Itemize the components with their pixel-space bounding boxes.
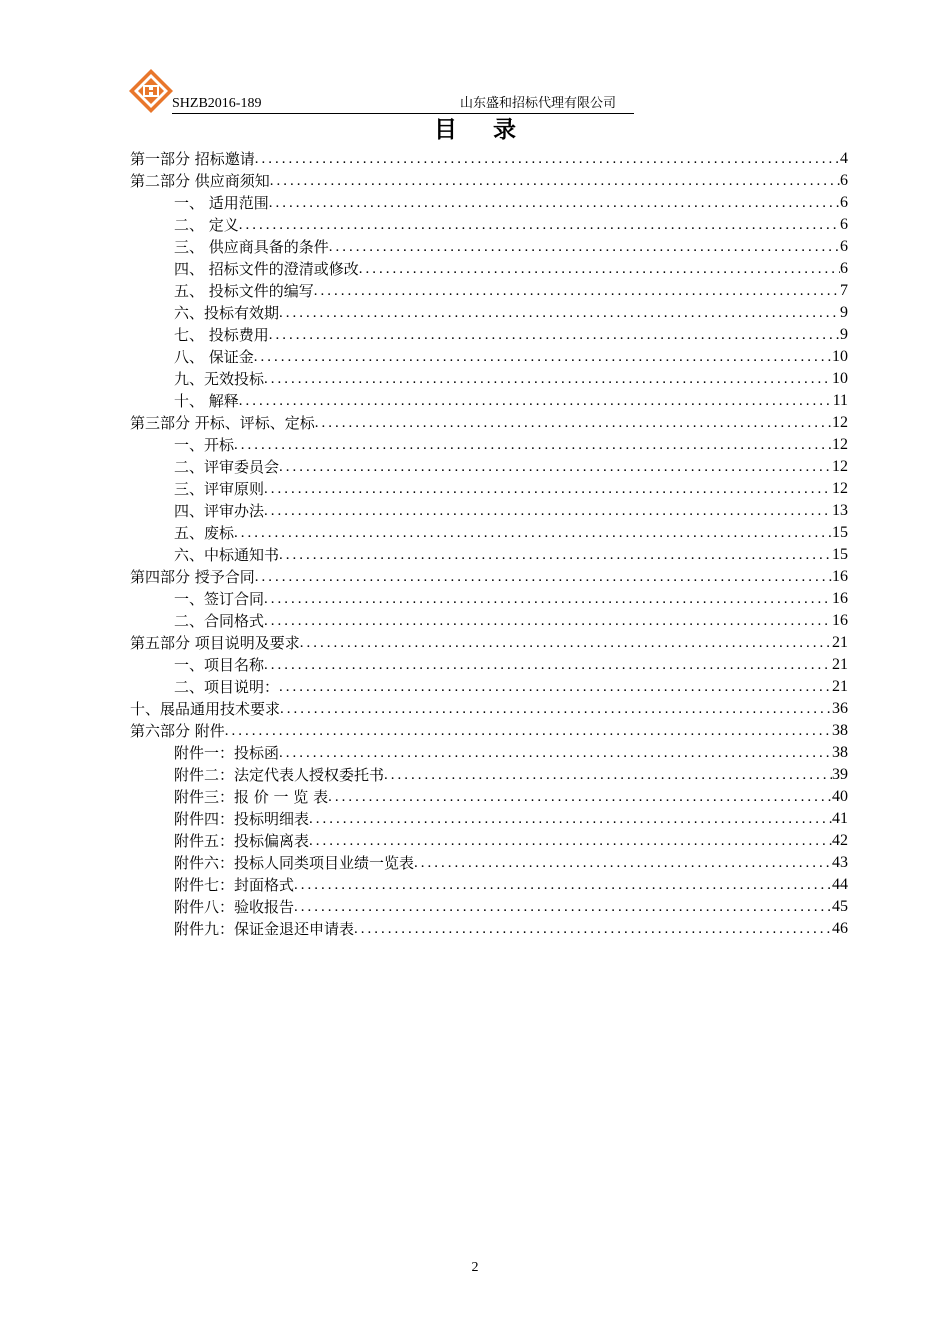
toc-entry-page: 15: [832, 524, 848, 541]
toc-dot-leader: [239, 390, 833, 412]
document-code: SHZB2016-189: [172, 96, 262, 111]
toc-entry[interactable]: [130, 346, 848, 368]
toc-entry-page: 6: [840, 172, 848, 189]
toc-entry[interactable]: [130, 478, 848, 500]
toc-entry-page: 6: [840, 238, 848, 255]
toc-entry-label: 二、评审委员会: [174, 458, 280, 476]
toc-entry-page: 7: [840, 282, 848, 299]
toc-entry-label: 六、中标通知书: [174, 546, 280, 564]
toc-entry-page: 40: [832, 788, 848, 805]
toc-entry[interactable]: [130, 236, 848, 258]
toc-entry-label: 九、无效投标: [174, 370, 265, 388]
toc-dot-leader: [315, 412, 832, 434]
toc-entry-label: 附件七：封面格式: [174, 876, 295, 894]
toc-entry-page: 42: [832, 832, 848, 849]
toc-entry-label: 附件一：投标函: [174, 744, 280, 762]
toc-entry[interactable]: [130, 566, 848, 588]
toc-entry-label: 附件二：法定代表人授权委托书: [174, 766, 385, 784]
toc-entry[interactable]: [130, 368, 848, 390]
toc-entry-page: 41: [832, 810, 848, 827]
toc-entry-page: 15: [832, 546, 848, 563]
toc-entry[interactable]: [130, 830, 848, 852]
toc-entry[interactable]: [130, 324, 848, 346]
toc-entry-page: 21: [832, 634, 848, 651]
toc-dot-leader: [359, 258, 840, 280]
toc-dot-leader: [300, 632, 832, 654]
toc-entry-label: 一、签订合同: [174, 590, 265, 608]
toc-entry[interactable]: [130, 522, 848, 544]
toc-entry[interactable]: [130, 698, 848, 720]
toc-dot-leader: [254, 346, 832, 368]
toc-entry-page: 9: [840, 326, 848, 343]
toc-entry-page: 9: [840, 304, 848, 321]
toc-entry[interactable]: [130, 148, 848, 170]
toc-entry-label: 二、 定义: [174, 216, 239, 234]
toc-dot-leader: [384, 764, 832, 786]
company-name: 山东盛和招标代理有限公司: [460, 96, 617, 111]
toc-entry-page: 12: [832, 414, 848, 431]
toc-dot-leader: [269, 324, 840, 346]
toc-entry[interactable]: [130, 764, 848, 786]
toc-entry-page: 44: [832, 876, 848, 893]
toc-entry[interactable]: [130, 654, 848, 676]
toc-entry[interactable]: [130, 544, 848, 566]
toc-entry-label: 一、开标: [174, 436, 235, 454]
toc-dot-leader: [264, 500, 832, 522]
toc-entry-page: 45: [832, 898, 848, 915]
toc-entry-label: 五、 投标文件的编写: [174, 282, 314, 300]
toc-entry[interactable]: [130, 720, 848, 742]
toc-entry[interactable]: [130, 808, 848, 830]
toc-dot-leader: [255, 566, 832, 588]
toc-entry-label: 二、合同格式: [174, 612, 265, 630]
toc-dot-leader: [234, 522, 832, 544]
toc-entry-page: 46: [832, 920, 848, 937]
toc-entry-page: 10: [832, 370, 848, 387]
toc-entry-page: 10: [832, 348, 848, 365]
toc-entry-label: 第四部分 授予合同: [130, 568, 255, 586]
toc-entry-label: 附件五：投标偏离表: [174, 832, 310, 850]
toc-entry-label: 二、项目说明：: [174, 678, 280, 696]
toc-dot-leader: [294, 896, 832, 918]
toc-entry[interactable]: [130, 742, 848, 764]
toc-dot-leader: [279, 456, 832, 478]
toc-entry[interactable]: [130, 852, 848, 874]
toc-dot-leader: [354, 918, 832, 940]
toc-entry-label: 八、 保证金: [174, 348, 254, 366]
toc-entry-label: 三、 供应商具备的条件: [174, 238, 329, 256]
toc-dot-leader: [269, 192, 840, 214]
toc-entry[interactable]: [130, 500, 848, 522]
toc-title: 目 录: [433, 117, 530, 143]
toc-dot-leader: [239, 214, 840, 236]
toc-entry-label: 四、 招标文件的澄清或修改: [174, 260, 359, 278]
toc-entry[interactable]: [130, 588, 848, 610]
company-logo-icon: [128, 68, 174, 114]
toc-entry-page: 12: [832, 458, 848, 475]
toc-entry[interactable]: [130, 434, 848, 456]
toc-dot-leader: [279, 544, 832, 566]
toc-entry-page: 36: [832, 700, 848, 717]
toc-dot-leader: [264, 610, 832, 632]
toc-dot-leader: [329, 236, 840, 258]
toc-entry-page: 39: [832, 766, 848, 783]
toc-entry-label: 三、评审原则: [174, 480, 265, 498]
page-number: 2: [471, 1260, 479, 1275]
toc-entry-label: 附件四：投标明细表: [174, 810, 310, 828]
toc-entry-page: 11: [832, 392, 848, 409]
toc-entry[interactable]: [130, 874, 848, 896]
toc-entry-page: 16: [832, 612, 848, 629]
toc-entry-page: 4: [840, 150, 848, 167]
toc-entry-label: 附件六：投标人同类项目业绩一览表: [174, 854, 415, 872]
toc-entry-label: 一、 适用范围: [174, 194, 269, 212]
toc-entry-label: 第五部分 项目说明及要求: [130, 634, 300, 652]
toc-entry[interactable]: [130, 412, 848, 434]
toc-dot-leader: [279, 742, 832, 764]
toc-entry-page: 12: [832, 480, 848, 497]
toc-dot-leader: [279, 676, 832, 698]
toc-dot-leader: [264, 478, 832, 500]
toc-dot-leader: [279, 302, 840, 324]
toc-entry[interactable]: [130, 896, 848, 918]
toc-entry[interactable]: [130, 214, 848, 236]
toc-entry[interactable]: [130, 192, 848, 214]
toc-dot-leader: [309, 808, 832, 830]
toc-entry[interactable]: [130, 786, 848, 808]
toc-entry-page: 43: [832, 854, 848, 871]
toc-entry-label: 六、投标有效期: [174, 304, 280, 322]
toc-entry-label: 第一部分 招标邀请: [130, 150, 255, 168]
toc-entry-label: 五、废标: [174, 524, 235, 542]
toc-entry-page: 16: [832, 590, 848, 607]
toc-dot-leader: [270, 170, 840, 192]
toc-entry-label: 十、展品通用技术要求: [130, 700, 281, 718]
toc-entry[interactable]: [130, 390, 848, 412]
toc-dot-leader: [255, 148, 840, 170]
toc-dot-leader: [264, 368, 832, 390]
toc-dot-leader: [280, 698, 832, 720]
toc-entry-label: 四、评审办法: [174, 502, 265, 520]
toc-dot-leader: [314, 280, 840, 302]
toc-entry-page: 21: [832, 678, 848, 695]
toc-dot-leader: [294, 874, 832, 896]
toc-dot-leader: [309, 830, 832, 852]
toc-entry-label: 附件三：报 价 一 览 表: [174, 788, 329, 806]
toc-entry-page: 12: [832, 436, 848, 453]
toc-entry[interactable]: [130, 610, 848, 632]
toc-entry[interactable]: [130, 280, 848, 302]
toc-entry[interactable]: [130, 632, 848, 654]
toc-entry-page: 21: [832, 656, 848, 673]
toc-entry-page: 6: [840, 216, 848, 233]
toc-entry[interactable]: [130, 302, 848, 324]
toc-entry-page: 16: [832, 568, 848, 585]
toc-entry-page: 38: [832, 744, 848, 761]
toc-entry-label: 一、项目名称: [174, 656, 265, 674]
toc-entry-page: 6: [840, 194, 848, 211]
toc-entry-label: 第二部分 供应商须知: [130, 172, 270, 190]
toc-entry-page: 13: [832, 502, 848, 519]
table-of-contents: [130, 148, 848, 940]
toc-dot-leader: [225, 720, 832, 742]
toc-entry-label: 七、 投标费用: [174, 326, 269, 344]
toc-entry-label: 十、 解释: [174, 392, 239, 410]
toc-entry-label: 第三部分 开标、评标、定标: [130, 414, 315, 432]
toc-entry-label: 附件九：保证金退还申请表: [174, 920, 355, 938]
toc-entry[interactable]: [130, 676, 848, 698]
toc-dot-leader: [328, 786, 832, 808]
toc-dot-leader: [414, 852, 832, 874]
toc-entry-page: 38: [832, 722, 848, 739]
toc-entry[interactable]: [130, 170, 848, 192]
toc-entry[interactable]: [130, 918, 848, 940]
toc-entry-label: 第六部分 附件: [130, 722, 225, 740]
toc-entry-label: 附件八：验收报告: [174, 898, 295, 916]
toc-dot-leader: [264, 654, 832, 676]
toc-entry[interactable]: [130, 258, 848, 280]
toc-dot-leader: [234, 434, 832, 456]
toc-entry-page: 6: [840, 260, 848, 277]
toc-dot-leader: [264, 588, 832, 610]
toc-entry[interactable]: [130, 456, 848, 478]
